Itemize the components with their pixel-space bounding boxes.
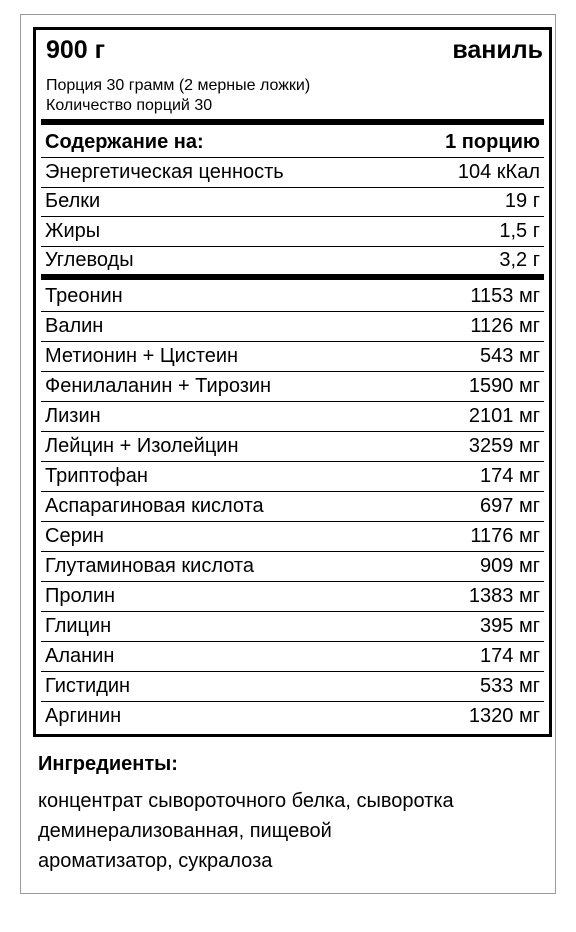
row-name: Лейцин + Изолейцин [45, 435, 239, 457]
table-row [45, 282, 540, 311]
table-row [45, 402, 540, 431]
table-row [45, 247, 540, 276]
row-value: 104 кКал [457, 160, 540, 183]
row-value: 909 мг [480, 555, 540, 577]
row-name: Гистидин [45, 675, 131, 697]
table-row [45, 522, 540, 551]
table-row [45, 702, 540, 731]
ingredients-line: ароматизатор, сукралоза [38, 850, 273, 872]
row-value: 174 мг [480, 465, 540, 487]
row-value: 1,5 г [499, 219, 540, 242]
row-value: 1320 мг [468, 705, 540, 727]
table-row [45, 342, 540, 371]
row-name: Жиры [45, 219, 101, 242]
row-name: Аргинин [45, 705, 122, 727]
row-name: Белки [45, 190, 101, 213]
ingredients-line: концентрат сывороточного белка, сыворотка [38, 790, 454, 812]
table-row [45, 672, 540, 701]
table-header-row [45, 128, 540, 156]
row-name: Метионин + Цистеин [45, 345, 239, 367]
row-value: 697 мг [480, 495, 540, 517]
ingredients-line: деминерализованная, пищевой [38, 820, 332, 842]
row-name: Глицин [45, 615, 112, 637]
row-value: 533 мг [480, 675, 540, 697]
table-header-value: 1 порцию [445, 130, 540, 153]
thick-divider [41, 274, 544, 280]
row-name: Треонин [45, 285, 123, 307]
row-value: 395 мг [480, 615, 540, 637]
row-name: Триптофан [45, 465, 148, 487]
row-name: Валин [45, 315, 104, 337]
row-name: Углеводы [45, 249, 134, 272]
row-value: 174 мг [480, 645, 540, 667]
table-row [45, 372, 540, 401]
ingredients-section [38, 752, 548, 876]
table-row [45, 582, 540, 611]
table-row [45, 217, 540, 246]
table-row [45, 188, 540, 217]
row-value: 2101 мг [468, 405, 540, 427]
row-value: 1590 мг [468, 375, 540, 397]
serving-size: Порция 30 грамм (2 мерные ложки) [46, 77, 311, 94]
table-row [45, 432, 540, 461]
thick-divider [41, 119, 544, 125]
table-row [45, 552, 540, 581]
table-row [45, 462, 540, 491]
row-value: 3259 мг [468, 435, 540, 457]
row-name: Энергетическая ценность [45, 160, 284, 183]
row-name: Лизин [45, 405, 101, 427]
serving-count: Количество порций 30 [46, 97, 213, 114]
row-name: Глутаминовая кислота [45, 555, 254, 577]
row-value: 1126 мг [470, 315, 540, 337]
row-name: Фенилаланин + Тирозин [45, 375, 272, 397]
table-header-label: Содержание на: [45, 130, 204, 153]
table-row [45, 312, 540, 341]
table-row [45, 612, 540, 641]
row-value: 1176 мг [470, 525, 540, 547]
ingredients-title: Ингредиенты: [38, 753, 178, 775]
ingredients-text [38, 786, 548, 876]
nutrition-label [33, 27, 552, 737]
row-name: Аспарагиновая кислота [45, 495, 264, 517]
product-flavor: ваниль [452, 35, 543, 64]
row-name: Пролин [45, 585, 116, 607]
row-value: 3,2 г [499, 249, 540, 272]
row-value: 1153 мг [470, 285, 540, 307]
table-row [45, 158, 540, 187]
row-value: 19 г [504, 190, 540, 213]
table-row [45, 492, 540, 521]
row-value: 1383 мг [468, 585, 540, 607]
table-row [45, 642, 540, 671]
product-weight: 900 г [46, 35, 106, 64]
row-value: 543 мг [480, 345, 540, 367]
row-name: Серин [45, 525, 104, 547]
row-name: Аланин [45, 645, 115, 667]
label-header [46, 32, 543, 68]
